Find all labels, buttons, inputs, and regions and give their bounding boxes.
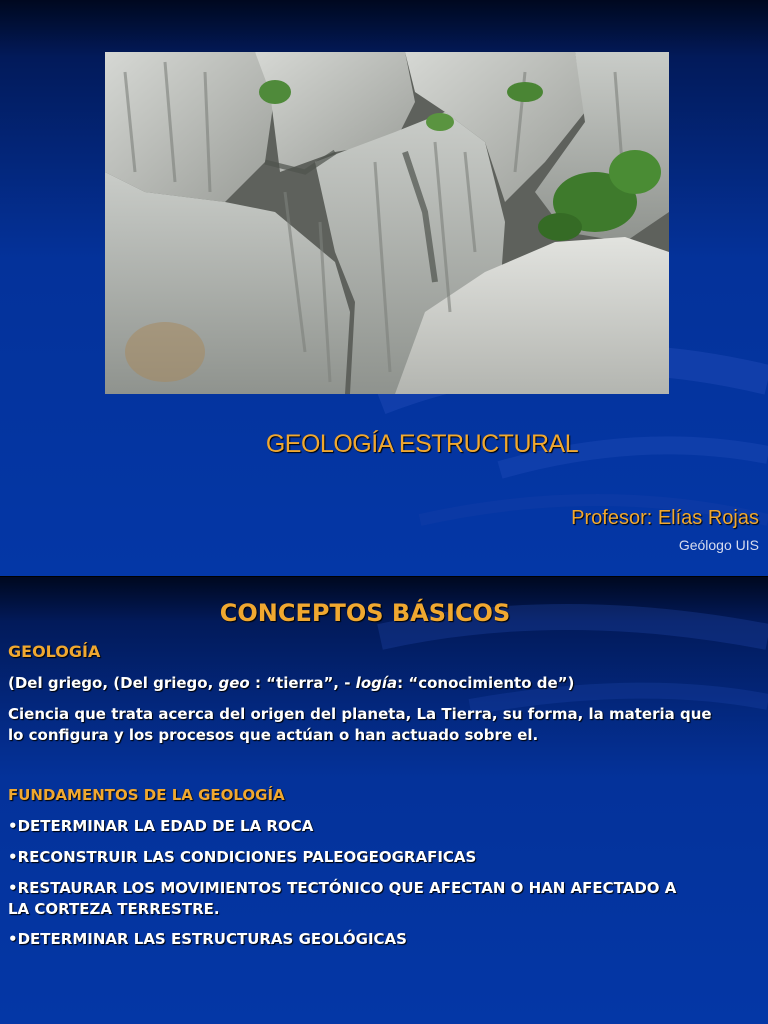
definition-line: lo configura y los procesos que actúan o han actuado sobre el. bbox=[8, 726, 539, 744]
slide-title: CONCEPTOS BÁSICOS bbox=[219, 599, 511, 627]
etymology-meaning-2: : “conocimiento de”) bbox=[397, 674, 575, 692]
etymology-meaning-1: : “tierra”, - bbox=[249, 674, 356, 692]
definition-paragraph bbox=[8, 704, 712, 746]
section-heading-geologia: GEOLOGÍA bbox=[8, 642, 101, 661]
professor-credentials: Geólogo UIS bbox=[678, 537, 759, 553]
fundamentals-heading: FUNDAMENTOS DE LA GEOLOGÍA bbox=[8, 786, 285, 804]
presentation-title: GEOLOGÍA ESTRUCTURAL bbox=[265, 430, 579, 458]
professor-name: Profesor: Elías Rojas bbox=[571, 507, 759, 529]
list-item: •DETERMINAR LA EDAD DE LA ROCA bbox=[8, 817, 314, 835]
etymology-term-geo: geo bbox=[218, 674, 250, 692]
list-item-line: LA CORTEZA TERRESTRE. bbox=[8, 900, 220, 918]
list-item: •RECONSTRUIR LAS CONDICIONES PALEOGEOGRAFICAS bbox=[8, 848, 477, 866]
etymology-term-logia: logía bbox=[355, 674, 398, 692]
etymology-line bbox=[8, 673, 574, 694]
limestone-rock-photo bbox=[105, 52, 669, 394]
etymology-prefix: (Del griego, (Del griego, bbox=[8, 674, 219, 692]
list-item bbox=[8, 878, 676, 920]
list-item: •DETERMINAR LAS ESTRUCTURAS GEOLÓGICAS bbox=[8, 930, 407, 948]
concepts-slide bbox=[0, 577, 768, 1024]
list-item-line: •RESTAURAR LOS MOVIMIENTOS TECTÓNICO QUE AFECTAN O HAN AFECTADO A bbox=[8, 879, 677, 897]
definition-line: Ciencia que trata acerca del origen del planeta, La Tierra, su forma, la materia que bbox=[8, 705, 712, 723]
